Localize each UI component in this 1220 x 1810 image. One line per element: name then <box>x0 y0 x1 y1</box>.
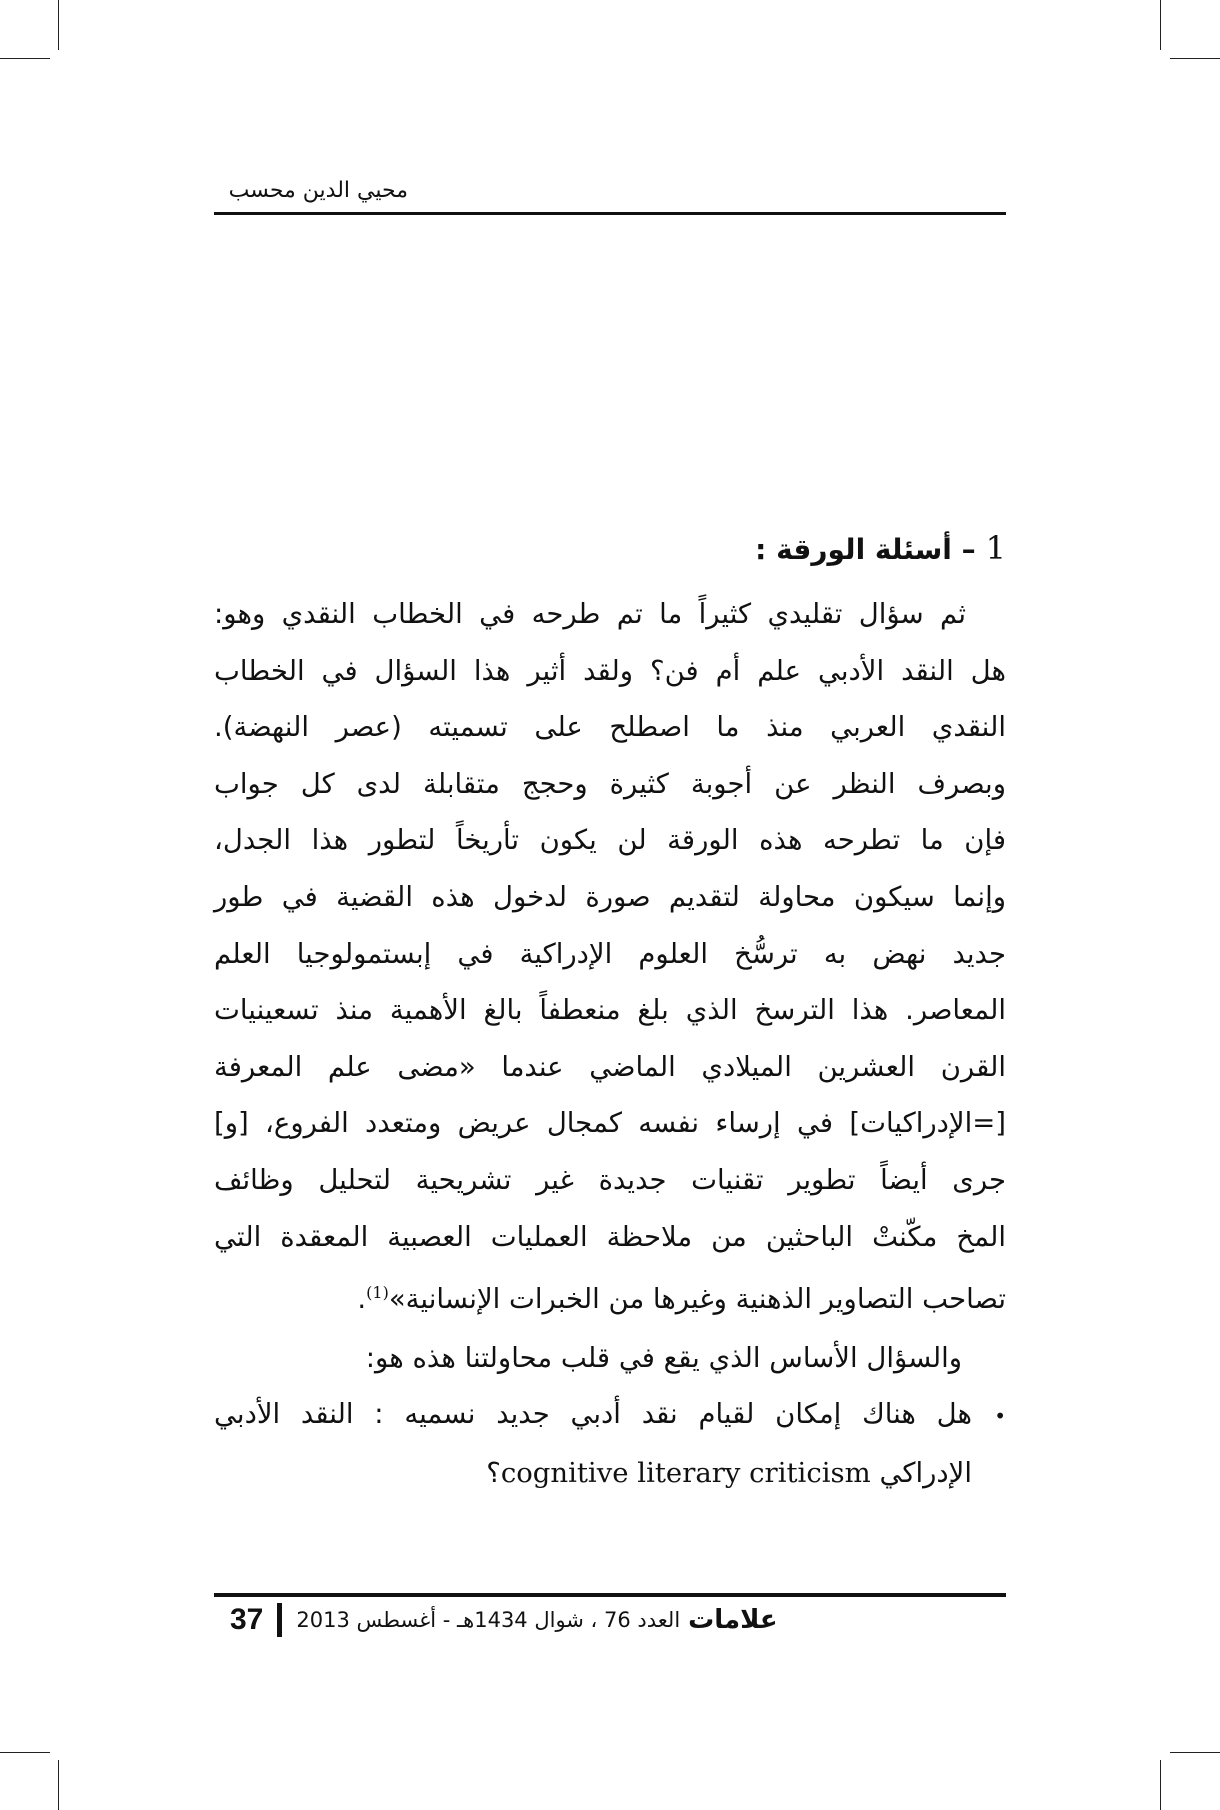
question-mark: ؟ <box>486 1456 501 1489</box>
closing-punct: . <box>357 1283 367 1316</box>
issue-info: العدد 76 ، شوال 1434هـ - أغسطس 2013 <box>296 1608 681 1632</box>
article-body <box>214 520 1006 1502</box>
crop-mark <box>1160 1760 1161 1810</box>
bullet-line-2 <box>214 1445 1006 1502</box>
crop-mark <box>0 1752 50 1753</box>
crop-mark <box>0 58 50 59</box>
bullet-item <box>214 1386 1006 1445</box>
footer-rule <box>214 1593 1006 1597</box>
bullet-line: هل هناك إمكان لقيام نقد أدبي جديد نسميه : النقد الأدبي <box>214 1398 972 1431</box>
bullet-term-ar: الإدراكي <box>879 1456 972 1489</box>
crop-mark <box>58 1760 59 1810</box>
paragraph-line: وإنما سيكون محاولة لتقديم صورة لدخول هذه القضية في طور <box>214 880 1006 913</box>
running-head-author: محيي الدين محسب <box>228 178 408 203</box>
crop-mark <box>58 0 59 50</box>
paragraph-line: القرن العشرين الميلادي الماضي عندما «مضى علم المعرفة <box>214 1050 1006 1083</box>
section-heading <box>214 520 1006 578</box>
crop-mark <box>1170 1752 1220 1753</box>
paragraph-line: المخ مكّنتْ الباحثين من ملاحظة العمليات العصبية المعقدة التي <box>214 1220 1006 1253</box>
question-intro: والسؤال الأساس الذي يقع في قلب محاولتنا هذه هو: <box>365 1341 962 1374</box>
paragraph-line: ثم سؤال تقليدي كثيراً ما تم طرحه في الخطاب النقدي وهو: <box>214 598 966 630</box>
page-number: 37 <box>230 1603 264 1636</box>
paragraph-line: فإن ما تطرحه هذه الورقة لن يكون تأريخاً لتطور هذا الجدل، <box>214 824 1006 857</box>
page-footer <box>230 1600 1006 1640</box>
crop-mark <box>1160 0 1161 50</box>
paragraph-line: [=الإدراكيات] في إرساء نفسه كمجال عريض ومتعدد الفروع، [و] <box>214 1107 1006 1140</box>
section-number: 1 <box>985 529 1006 567</box>
footer-separator <box>277 1603 282 1637</box>
bullet-icon: • <box>994 1404 1006 1429</box>
paragraph-line: النقدي العربي منذ ما اصطلح على تسميته (عصر النهضة). <box>214 711 1006 744</box>
bullet-term-en: cognitive literary criticism <box>500 1456 871 1489</box>
footnote-ref[interactable]: (1) <box>366 1283 389 1303</box>
paragraph-line: المعاصر. هذا الترسخ الذي بلغ منعطفاً بالغ الأهمية منذ تسعينيات <box>214 994 1006 1027</box>
paragraph-line: وبصرف النظر عن أجوبة كثيرة وحجج متقابلة لدى كل جواب <box>214 767 1006 800</box>
paragraph-line: تصاحب التصاوير الذهنية وغيرها من الخبرات الإنسانية» <box>388 1283 1006 1316</box>
section-title: – أسئلة الورقة : <box>755 533 976 566</box>
journal-logo: علامات <box>688 1605 778 1635</box>
paragraph-line: جرى أيضاً تطوير تقنيات جديدة غير تشريحية لتحليل وظائف <box>214 1163 1006 1196</box>
crop-mark <box>1170 58 1220 59</box>
header-rule <box>214 212 1006 215</box>
paragraph-line: جديد نهض به ترسُّخ العلوم الإدراكية في إبستمولوجيا العلم <box>214 937 1006 970</box>
paragraph-line: هل النقد الأدبي علم أم فن؟ ولقد أثير هذا السؤال في الخطاب <box>214 654 1006 687</box>
paragraph-last-line <box>214 1265 1006 1322</box>
